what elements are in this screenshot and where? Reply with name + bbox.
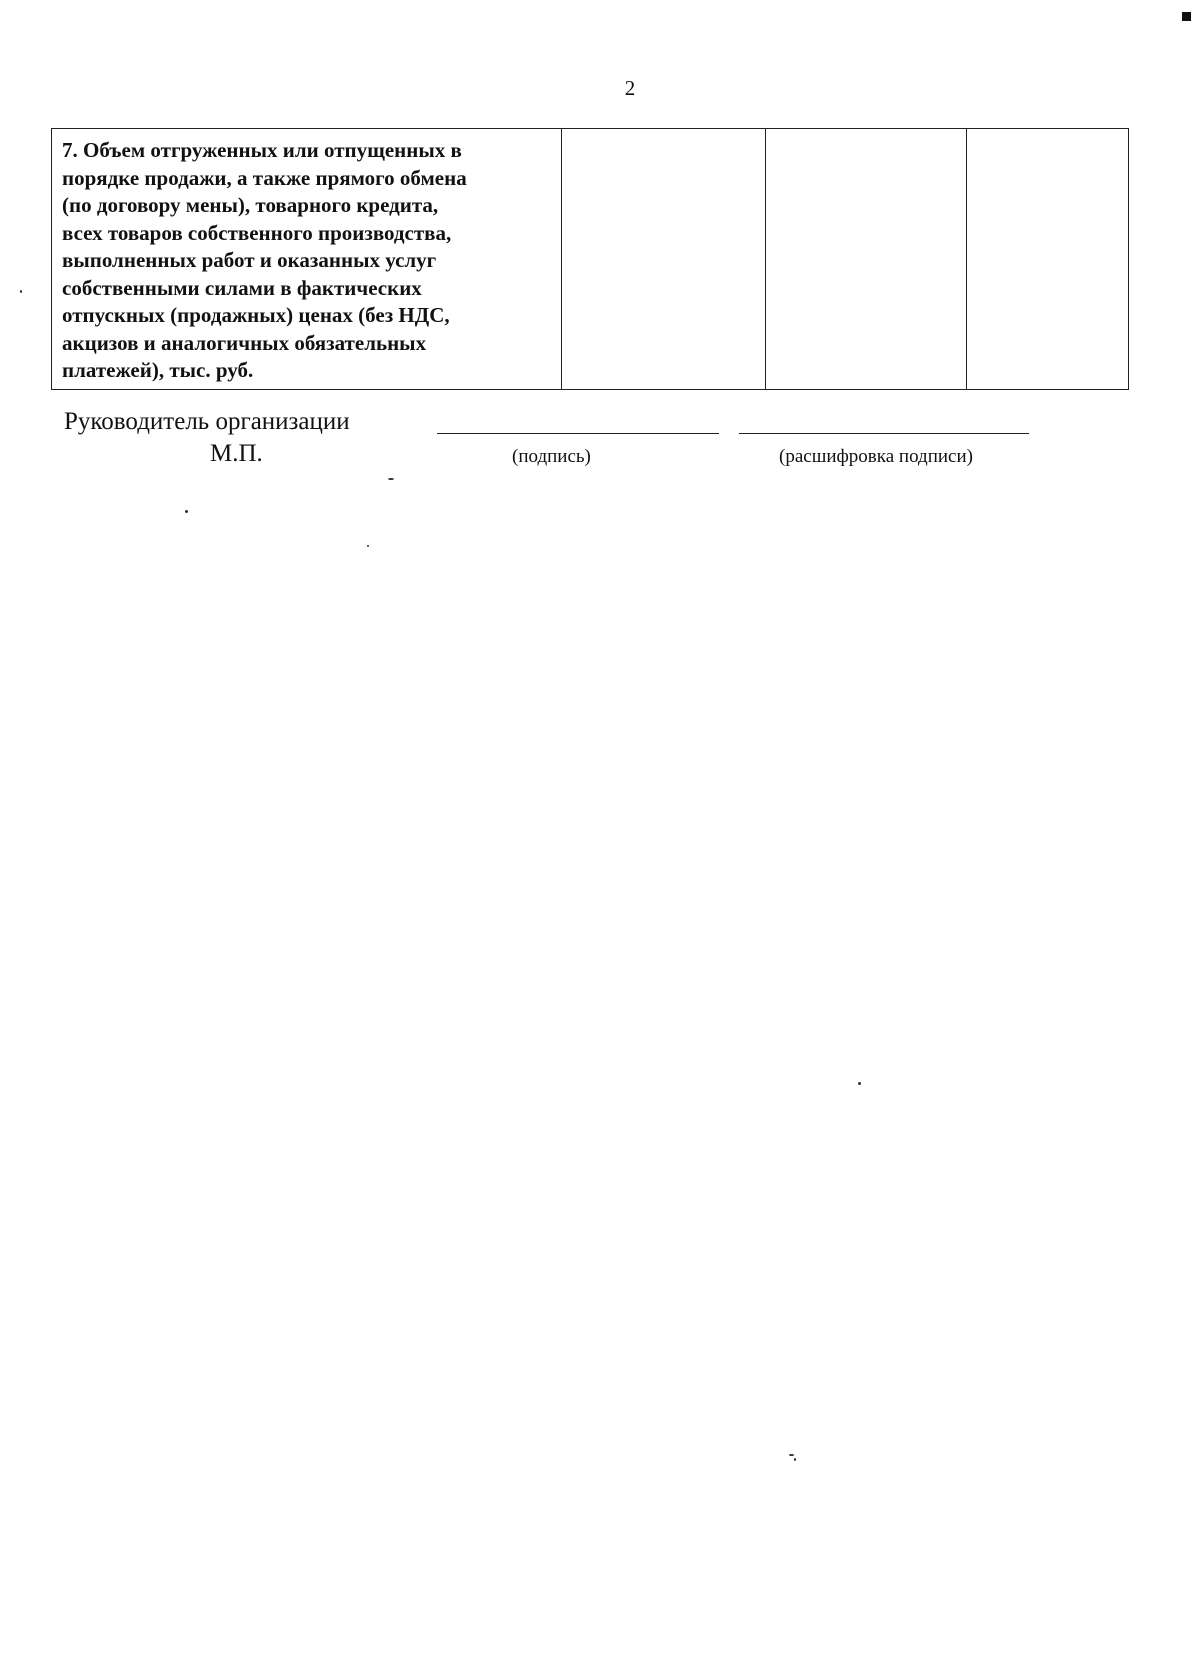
- head-of-organization-label: Руководитель организации: [64, 408, 350, 435]
- scan-corner-mark: [1182, 12, 1191, 21]
- scan-speck: [20, 290, 22, 293]
- scan-speck: [858, 1082, 861, 1085]
- signature-decoding-line[interactable]: [739, 433, 1029, 434]
- row-label-line: 7. Объем отгруженных или отпущенных в: [62, 138, 462, 162]
- row-label-line: (по договору мены), товарного кредита,: [62, 193, 439, 217]
- row-label-line: всех товаров собственного производства,: [62, 220, 452, 245]
- row-label-line: акцизов и аналогичных обязательных: [62, 330, 427, 355]
- signature-block: [64, 408, 1044, 468]
- value-cell-1[interactable]: [562, 129, 766, 390]
- scan-speck: [367, 545, 369, 547]
- row-label-line: выполненных работ и оказанных услуг: [62, 248, 437, 272]
- signature-caption: (подпись): [512, 446, 591, 467]
- scan-speck: [185, 510, 188, 513]
- signature-decoding-caption: (расшифровка подписи): [779, 446, 973, 467]
- row-label-line: порядке продажи, а также прямого обмена: [62, 165, 467, 190]
- scan-speck: [794, 1458, 796, 1461]
- stamp-place-label: М.П.: [210, 440, 263, 467]
- row-label-line: отпускных (продажных) ценах (без НДС,: [62, 303, 450, 327]
- value-cell-3[interactable]: [967, 129, 1129, 390]
- row-label-cell: [52, 129, 562, 390]
- page-number: 2: [624, 76, 636, 100]
- scan-speck: [789, 1454, 794, 1456]
- row-label-line: собственными силами в фактических: [62, 275, 422, 300]
- row-label-line: платежей), тыс. руб.: [62, 358, 254, 382]
- table-row: [52, 129, 1129, 390]
- value-cell-2[interactable]: [766, 129, 967, 390]
- signature-line[interactable]: [437, 433, 719, 434]
- scan-speck: [388, 478, 394, 480]
- report-table: [51, 128, 1129, 390]
